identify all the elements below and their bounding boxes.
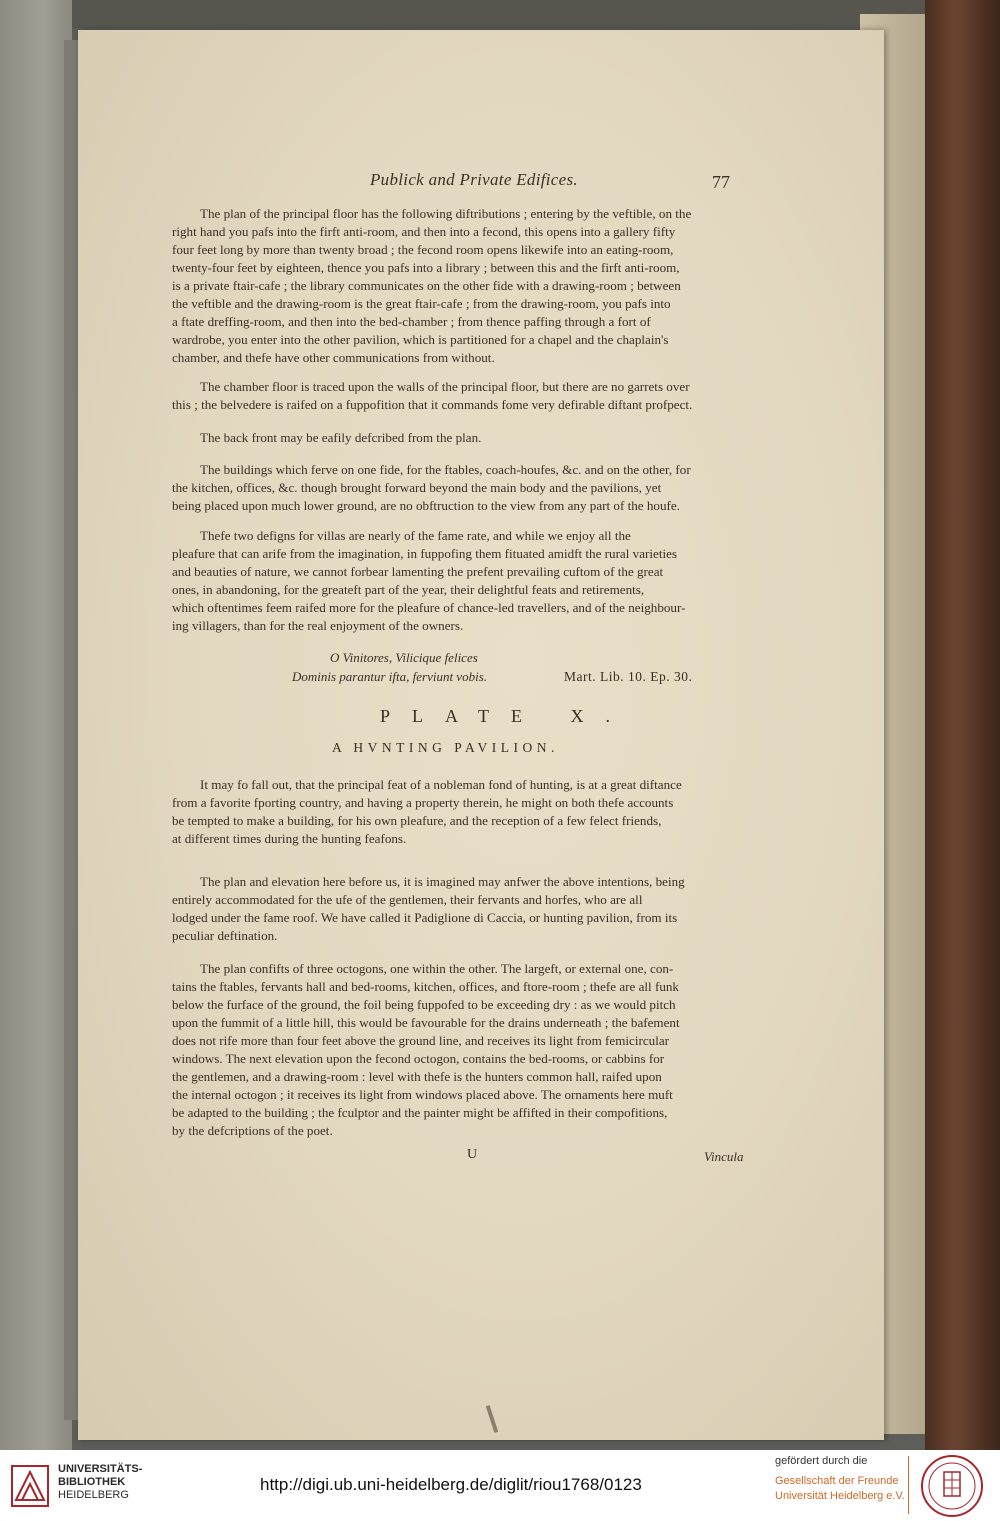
text-line: The plan and elevation here before us, it is imagined may anfwer the above intentions, being: [200, 874, 685, 889]
signature-mark: U: [467, 1147, 478, 1162]
text-line: wardrobe, you enter into the other pavilion, which is partitioned for a chapel and the chaplain's: [172, 332, 669, 347]
text-line: the veftible and the drawing-room is the great ftair-cafe ; from the drawing-room, you pafs into: [172, 296, 671, 311]
text-line: be tempted to make a building, for his own pleafure, and the reception of a few felect friends,: [172, 813, 662, 828]
text-line: the kitchen, offices, &c. though brought forward beyond the main body and the pavilions, yet: [172, 480, 662, 495]
background-surface: [0, 0, 1000, 28]
library-logo-icon[interactable]: [10, 1460, 50, 1510]
text-line: twenty-four feet by eighteen, thence you pafs into a library ; between this and the firft anti-room,: [172, 260, 680, 275]
book-cover-spine: [925, 0, 1000, 1450]
text-line: tains the ftables, fervants hall and bed-rooms, kitchen, offices, and ftore-room ; thefe are all funk: [172, 979, 679, 994]
text-line: entirely accommodated for the ufe of the gentlemen, their fervants and horfes, who are all: [172, 892, 643, 907]
text-line: from a favorite fporting country, and having a property therein, he might on both thefe accounts: [172, 795, 674, 810]
sponsor-caption: gefördert durch die: [775, 1455, 868, 1467]
text-line: It may fo fall out, that the principal feat of a nobleman fond of hunting, is at a great diftance: [200, 777, 682, 792]
library-name-line: UNIVERSITÄTS-: [58, 1463, 143, 1475]
university-seal-icon: [920, 1454, 984, 1518]
plate-subtitle: A HVNTING PAVILION.: [332, 740, 559, 755]
text-line: pleafure that can arife from the imagination, in fuppofing them fituated amidft the rural varieties: [172, 546, 678, 561]
text-line: windows. The next elevation upon the fecond octogon, contains the bed-rooms, or cabbins for: [172, 1051, 665, 1066]
text-line: and beauties of nature, we cannot forbear lamenting the prefent prevailing cuftom of the great: [172, 564, 664, 579]
text-line: Thefe two defigns for villas are nearly of the fame rate, and while we enjoy all the: [200, 528, 631, 543]
text-line: is a private ftair-cafe ; the library communicates on the other fide with a drawing-room ; between: [172, 278, 681, 293]
text-line: be adapted to the building ; the fculptor and the painter might be affifted in their compofitions,: [172, 1105, 668, 1120]
paragraph-hunting-seat: [172, 776, 738, 848]
sponsor-name-line: Universität Heidelberg e.V.: [775, 1490, 905, 1502]
text-line: peculiar deftination.: [172, 928, 278, 943]
running-head: Publick and Private Edifices.: [370, 170, 578, 189]
left-board-edge: [64, 40, 78, 1420]
text-line: by the defcriptions of the poet.: [172, 1123, 333, 1138]
text-line: four feet long by more than twenty broad ; the fecond room opens likewife into an eating-room,: [172, 242, 674, 257]
text-line: below the furface of the ground, the foil being fuppofed to be exceeding dry : as we would pitch: [172, 997, 676, 1012]
text-line: at different times during the hunting feafons.: [172, 831, 407, 846]
text-line: lodged under the fame roof. We have called it Padiglione di Caccia, or hunting pavilion, from its: [172, 910, 678, 925]
text-line: being placed upon much lower ground, are no obftruction to the view from any part of the houfe.: [172, 498, 680, 513]
text-line: The chamber floor is traced upon the walls of the principal floor, but there are no garrets over: [200, 379, 690, 394]
paragraph-buildings: [172, 461, 738, 515]
paragraph-floor-plan: [172, 205, 738, 367]
permalink-url[interactable]: http://digi.ub.uni-heidelberg.de/diglit/riou1768/0123: [260, 1475, 642, 1494]
text-line: this ; the belvedere is raifed on a fuppofition that it commands fome very defirable diftant profpect.: [172, 397, 693, 412]
library-name-line: BIBLIOTHEK: [58, 1476, 126, 1488]
footer-divider: [908, 1456, 909, 1514]
latin-quote-line-1: O Vinitores, Vilicique felices: [330, 650, 478, 665]
page-number: 77: [712, 172, 730, 192]
text-line: a ftate dreffing-room, and then into the bed-chamber ; from thence paffing through a fort of: [172, 314, 651, 329]
paragraph-back-front: [172, 429, 738, 447]
latin-quote-line-2: Dominis parantur ifta, ferviunt vobis.: [292, 669, 487, 684]
paragraph-villas: [172, 527, 738, 635]
text-line: upon the fummit of a little hill, this would be favourable for the drains underneath ; the bafement: [172, 1015, 680, 1030]
text-line: the internal octogon ; it receives its light from windows placed above. The ornaments here muft: [172, 1087, 673, 1102]
paragraph-octogons: [172, 960, 738, 1140]
left-book-board: [0, 0, 72, 1450]
text-line: The plan confifts of three octogons, one within the other. The largeft, or external one, con-: [200, 961, 674, 976]
text-line: ing villagers, than for the real enjoyment of the owners.: [172, 618, 464, 633]
text-line: the gentlemen, and a drawing-room : level with thefe is the hunters common hall, raifed upon: [172, 1069, 662, 1084]
text-line: does not rife more than four feet above the ground line, and receives its light from femicircular: [172, 1033, 670, 1048]
sponsor-name-line: Gesellschaft der Freunde: [775, 1475, 899, 1487]
text-line: The plan of the principal floor has the following diftributions ; entering by the veftible, on the: [200, 206, 692, 221]
text-line: The buildings which ferve on one fide, for the ftables, coach-houfes, &c. and on the other, for: [200, 462, 691, 477]
library-name-line: HEIDELBERG: [58, 1489, 129, 1501]
paragraph-chamber-floor: [172, 378, 738, 414]
text-line: The back front may be eafily defcribed from the plan.: [200, 430, 482, 445]
text-line: right hand you pafs into the firft anti-room, and then into a fecond, this opens into a gallery fifty: [172, 224, 676, 239]
sponsor-name[interactable]: [775, 1474, 905, 1504]
text-line: ones, in abandoning, for the greateft part of the year, their delightful feats and retirements,: [172, 582, 645, 597]
catchword: Vincula: [704, 1149, 744, 1164]
library-name[interactable]: [58, 1463, 142, 1502]
plate-heading: PLATE X.: [380, 706, 632, 726]
quote-citation: Mart. Lib. 10. Ep. 30.: [564, 669, 693, 684]
paragraph-plan-elevation: [172, 873, 738, 945]
text-line: which oftentimes feem raifed more for the pleafure of chance-led travellers, and of the neighbour-: [172, 600, 686, 615]
footer-bar: [0, 1450, 1000, 1521]
text-line: chamber, and thefe have other communications from without.: [172, 350, 495, 365]
